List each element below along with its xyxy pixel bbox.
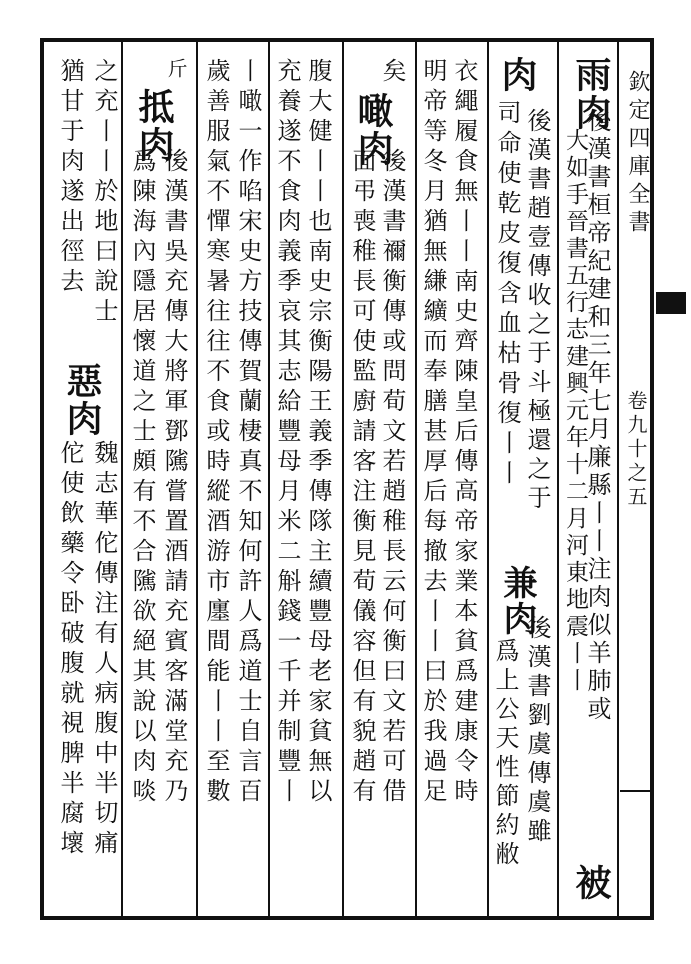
margin-mark	[620, 790, 654, 792]
text-column: 司命使乾皮復含血枯骨復丨丨	[493, 100, 521, 490]
text-column: 後漢書劉虞傳虞雖	[523, 615, 551, 847]
entry-heading: 被	[570, 864, 612, 902]
text-column: 矣	[378, 58, 406, 85]
entry-heading: 兼肉	[497, 565, 537, 637]
column-divider	[268, 42, 270, 916]
margin-divider	[617, 42, 619, 916]
column-divider	[487, 42, 489, 916]
entry-heading: 噉肉	[352, 92, 394, 168]
fish-tail-mark	[656, 292, 686, 314]
text-column: 明帝等冬月猶無縑纊而奉膳甚厚后每撤去丨丨曰於我過足	[419, 58, 447, 808]
text-column: 爲陳海內隱居懷道之士頗有不合隲欲絕其說以肉啖	[128, 148, 156, 808]
text-column: 充養遂不食肉義季哀其志給豐母月米二斛錢一千并制豐丨	[273, 58, 301, 808]
column-divider	[557, 42, 559, 916]
text-column: 衣繩履食無丨丨南史齊陳皇后傳高帝家業本貧爲建康令時	[450, 58, 478, 808]
text-column: 猶甘于肉遂出徑去	[56, 58, 84, 298]
text-column: 腹大健丨丨也南史宗衡陽王義季傳隊主續豐母老家貧無以	[304, 58, 332, 808]
book-title: 欽定四庫全書	[625, 70, 650, 238]
text-column: 丨噉一作啗宋史方技傳賀蘭棲真不知何許人爲道士自言百	[234, 58, 262, 808]
text-column: 後漢書吳充傳大將軍鄧隲嘗置酒請充賓客滿堂充乃	[160, 148, 188, 808]
text-column: 魏志華佗傳注有人病腹中半切痛	[90, 440, 118, 860]
text-column: 歲善服氣不憚寒暑往往不食或時縱酒游市廛間能丨丨至數	[202, 58, 230, 808]
entry-heading: 抵肉	[133, 88, 175, 164]
volume-number: 卷九十之五	[624, 390, 648, 510]
text-column: 斤	[164, 58, 188, 81]
text-column: 後漢書桓帝紀建和三年七月廉縣丨丨注肉似羊肺或	[583, 108, 611, 724]
text-column: 之充丨丨於地曰說士	[90, 58, 118, 328]
column-divider	[121, 42, 123, 916]
text-column: 佗使飲藥令卧破腹就視脾半腐壞	[56, 440, 84, 860]
text-column: 後漢書禰衡傳或問荀文若趙稚長云何衡曰文若可借	[378, 148, 406, 808]
column-divider	[342, 42, 344, 916]
text-column: 面弔喪稚長可使監廚請客注衡見荀儀容但有貌趙有	[348, 148, 376, 808]
text-column: 大如手晉書五行志建興元年十二月河東地震丨丨	[562, 128, 588, 695]
text-column: 爲上公天性節約敝	[491, 638, 519, 870]
entry-heading: 雨肉	[570, 56, 612, 132]
entry-heading: 惡肉	[61, 362, 103, 438]
column-divider	[196, 42, 198, 916]
column-divider	[415, 42, 417, 916]
text-column: 後漢書趙壹傳收之于斗極還之于	[523, 108, 551, 514]
entry-heading: 肉	[496, 56, 538, 94]
